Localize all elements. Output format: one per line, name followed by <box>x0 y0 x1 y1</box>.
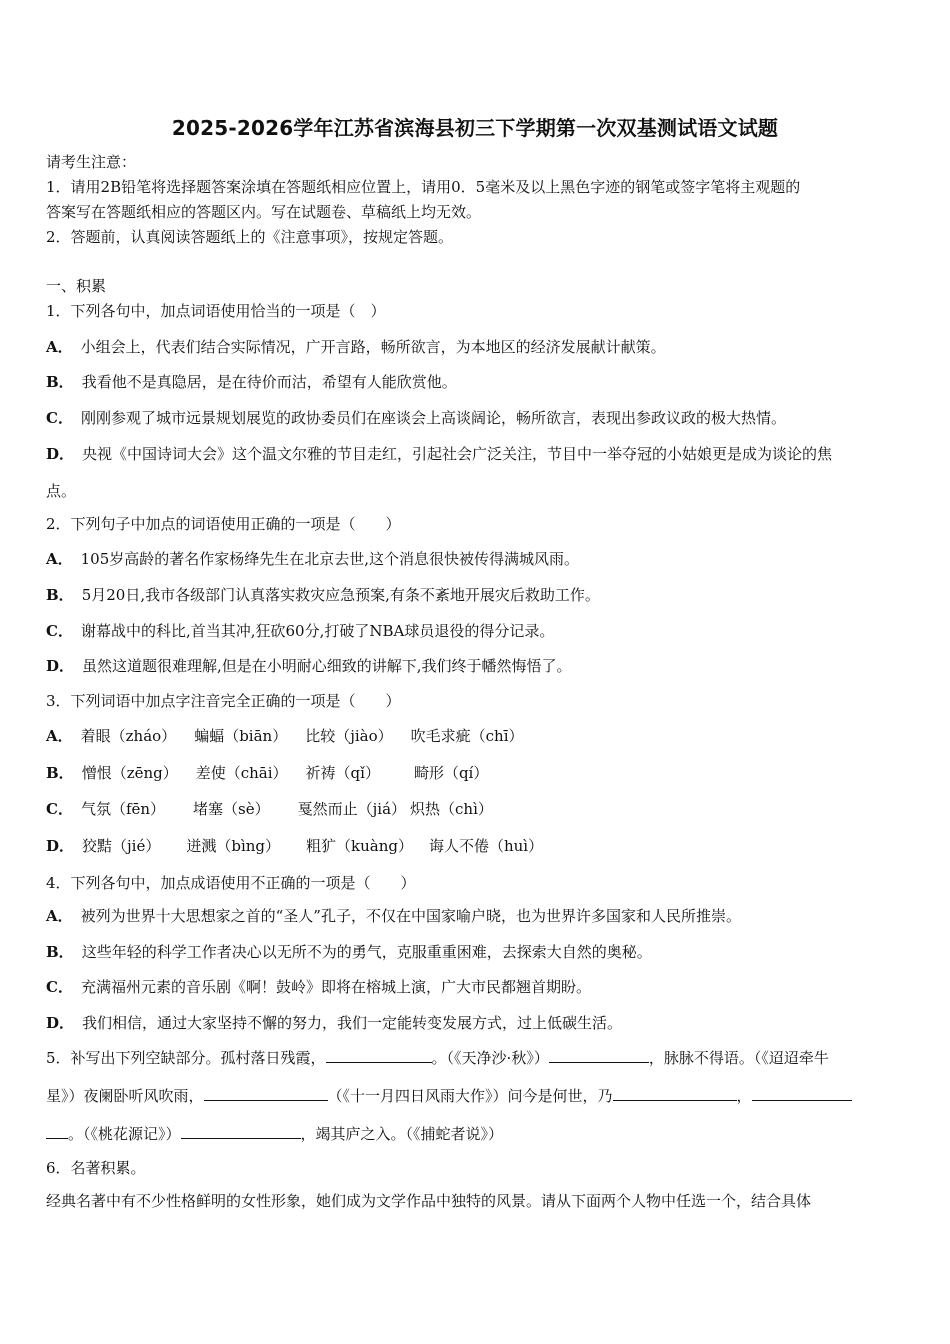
option-label: C． <box>46 409 73 427</box>
q4-option-c <box>46 977 591 997</box>
word-item: 祈祷（qǐ） <box>305 764 380 782</box>
q5-text: 5．补写出下列空缺部分。孤村落日残霞， <box>46 1049 326 1067</box>
option-text: 虽然这道题很难理解,但是在小明耐心细致的讲解下,我们终于幡然悔悟了。 <box>82 657 572 675</box>
word-item: 憎恨（zēng） <box>81 764 178 782</box>
q2-option-a <box>46 549 579 569</box>
word-item: 畸形（qí） <box>413 764 489 782</box>
word-item: 堵塞（sè） <box>193 800 270 818</box>
word-item: 迸溅（bìng） <box>186 837 281 855</box>
option-text: 充满福州元素的音乐剧《啊！鼓岭》即将在榕城上演，广大市民都翘首期盼。 <box>80 978 591 996</box>
q1-stem: 1．下列各句中，加点词语使用恰当的一项是（ ） <box>46 302 386 320</box>
option-text: 我们相信，通过大家坚持不懈的努力，我们一定能转变发展方式，过上低碳生活。 <box>82 1014 623 1032</box>
q5-text: （《十一月四日风雨大作》）问今是何世，乃 <box>327 1087 613 1105</box>
option-label: B． <box>46 586 74 604</box>
q3-option-c <box>46 799 493 819</box>
option-label: A． <box>46 338 73 356</box>
q3-option-d <box>46 836 543 856</box>
q6-stem: 6．名著积累。 <box>46 1159 146 1177</box>
option-label: B． <box>46 943 74 961</box>
q5-line-1 <box>46 1048 829 1068</box>
q5-line-2 <box>46 1086 852 1106</box>
notice-heading: 请考生注意： <box>46 153 137 171</box>
option-text: 小组会上，代表们结合实际情况，广开言路，畅所欲言，为本地区的经济发展献计献策。 <box>80 338 666 356</box>
word-item: 比较（jiào） <box>305 727 393 745</box>
fill-blank[interactable] <box>46 1124 68 1139</box>
option-label: D． <box>46 657 75 675</box>
q5-text: 星》）夜阑卧听风吹雨， <box>46 1087 204 1105</box>
q1-option-d-cont: 点。 <box>46 482 77 500</box>
word-item: 炽热（chì） <box>410 800 493 818</box>
word-item: 戛然而止（jiá） <box>297 800 407 818</box>
q5-text: ， <box>736 1087 752 1105</box>
fill-blank[interactable] <box>326 1048 432 1063</box>
option-text: 5月20日,我市各级部门认真落实救灾应急预案,有条不紊地开展灾后救助工作。 <box>81 586 600 604</box>
option-label: C． <box>46 978 73 996</box>
q3-stem: 3．下列词语中加点字注音完全正确的一项是（ ） <box>46 692 401 710</box>
q5-text: 。（《桃花源记》） <box>68 1125 181 1143</box>
word-item: 吹毛求疵（chī） <box>410 727 524 745</box>
notice-item-2: 2．答题前，认真阅读答题纸上的《注意事项》，按规定答题。 <box>46 228 454 246</box>
q1-option-d <box>46 444 832 464</box>
option-label: D． <box>46 1014 75 1032</box>
fill-blank[interactable] <box>181 1124 301 1139</box>
option-text: 央视《中国诗词大会》这个温文尔雅的节目走红，引起社会广泛关注，节目中一举夺冠的小姑娘更是成为谈论的焦 <box>82 445 833 463</box>
notice-item-1a: 1．请用2B铅笔将选择题答案涂填在答题纸相应位置上，请用0．5毫米及以上黑色字迹的钢笔或签字笔将主观题的 <box>46 178 801 196</box>
option-label: D． <box>46 445 75 463</box>
fill-blank[interactable] <box>613 1086 737 1101</box>
q4-option-b <box>46 942 652 962</box>
word-item: 着眼（zháo） <box>80 727 177 745</box>
option-label: A． <box>46 907 73 925</box>
word-item: 差使（chāi） <box>195 764 288 782</box>
q1-option-a <box>46 337 666 357</box>
option-label: B． <box>46 373 74 391</box>
q5-text: ，竭其庐之入。（《捕蛇者说》） <box>300 1125 504 1143</box>
q5-text: 。（《天净沙·秋》） <box>431 1049 549 1067</box>
option-text: 这些年轻的科学工作者决心以无所不为的勇气，克服重重困难，去探索大自然的奥秘。 <box>81 943 652 961</box>
option-label: C． <box>46 622 73 640</box>
q1-option-c <box>46 408 786 428</box>
option-text: 105岁高龄的著名作家杨绛先生在北京去世,这个消息很快被传得满城风雨。 <box>80 550 580 568</box>
q2-option-c <box>46 621 554 641</box>
option-text: 我看他不是真隐居，是在待价而沽，希望有人能欣赏他。 <box>81 373 457 391</box>
word-item: 蝙蝠（biān） <box>194 727 288 745</box>
option-label: A． <box>46 550 73 568</box>
option-label: D． <box>46 837 75 855</box>
option-text: 被列为世界十大思想家之首的“圣人”孔子，不仅在中国家喻户晓，也为世界许多国家和人民所推崇。 <box>80 907 741 925</box>
fill-blank[interactable] <box>752 1086 852 1101</box>
word-item: 诲人不倦（huì） <box>428 837 544 855</box>
q3-option-b <box>46 763 488 783</box>
option-text: 谢幕战中的科比,首当其冲,狂砍60分,打破了NBA球员退役的得分记录。 <box>80 622 555 640</box>
word-item: 气氛（fēn） <box>80 800 166 818</box>
q4-stem: 4．下列各句中，加点成语使用不正确的一项是（ ） <box>46 874 416 892</box>
q4-option-a <box>46 906 741 926</box>
q2-stem: 2．下列句子中加点的词语使用正确的一项是（ ） <box>46 515 401 533</box>
fill-blank[interactable] <box>204 1086 328 1101</box>
q5-line-3 <box>46 1124 503 1144</box>
q5-text: ，脉脉不得语。（《迢迢牵牛 <box>648 1049 829 1067</box>
option-text: 刚刚参观了城市远景规划展览的政协委员们在座谈会上高谈阔论，畅所欲言，表现出参政议政的极大热情。 <box>80 409 786 427</box>
word-item: 粗犷（kuàng） <box>306 837 413 855</box>
q6-body: 经典名著中有不少性格鲜明的女性形象，她们成为文学作品中独特的风景。请从下面两个人物中任选一个，结合具体 <box>46 1192 812 1210</box>
q2-option-b <box>46 585 600 605</box>
page-title: 2025-2026学年江苏省滨海县初三下学期第一次双基测试语文试题 <box>171 116 779 140</box>
q3-option-a <box>46 726 524 746</box>
option-label: A． <box>46 727 73 745</box>
option-label: B． <box>46 764 74 782</box>
q2-option-d <box>46 656 572 676</box>
fill-blank[interactable] <box>549 1048 649 1063</box>
section-heading: 一、积累 <box>46 277 107 295</box>
q1-option-b <box>46 372 457 392</box>
option-label: C． <box>46 800 73 818</box>
notice-item-1b: 答案写在答题纸相应的答题区内。写在试题卷、草稿纸上均无效。 <box>46 203 482 221</box>
q4-option-d <box>46 1013 622 1033</box>
word-item: 狡黠（jié） <box>82 837 161 855</box>
